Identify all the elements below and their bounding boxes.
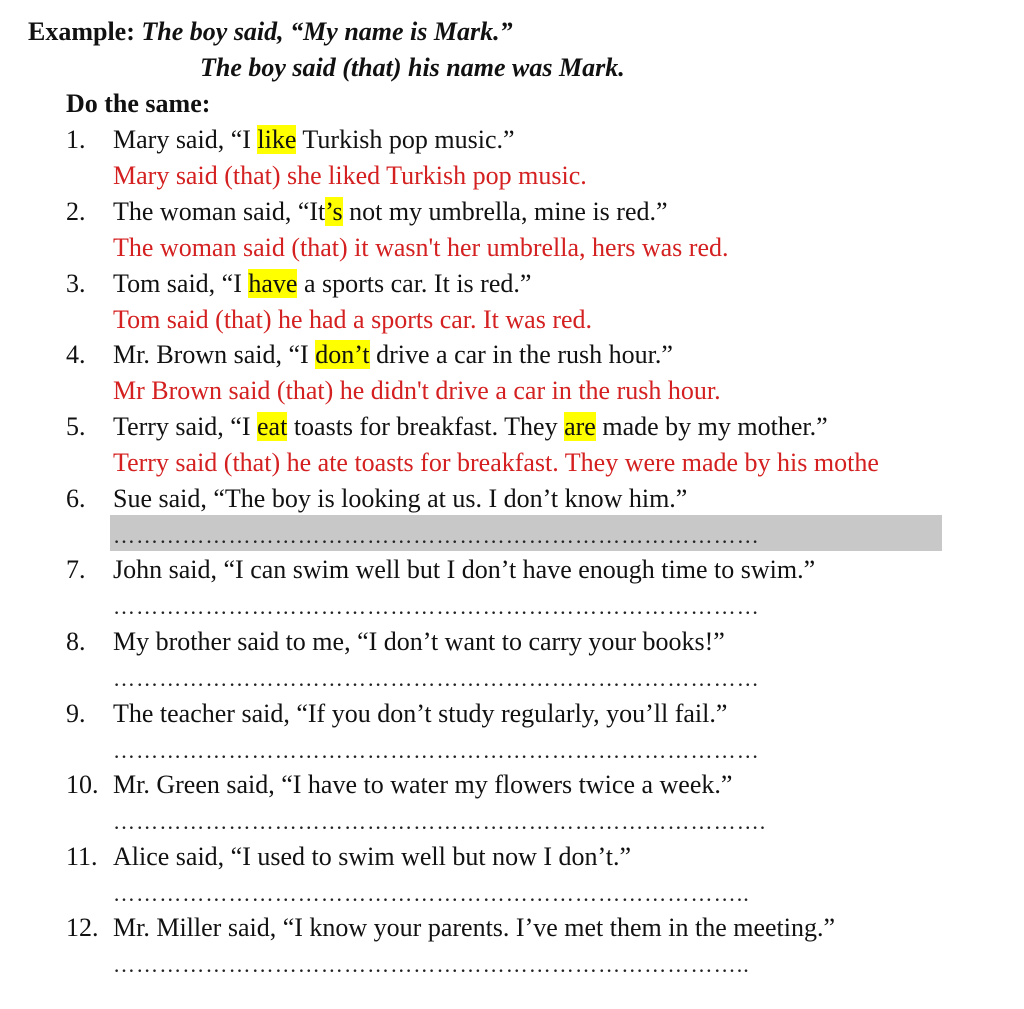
item-number: 2. [66, 197, 86, 226]
item-sentence: Mr. Brown said, “I don’t drive a car in the rush hour.” [113, 340, 673, 369]
answer-blank[interactable]: ………………………………………………………………………… [113, 594, 760, 619]
item-number: 1. [66, 125, 86, 154]
item-answer: Tom said (that) he had a sports car. It was red. [113, 305, 593, 334]
example-reported: The boy said (that) his name was Mark. [200, 53, 625, 82]
item-number: 8. [66, 627, 86, 656]
item-number: 9. [66, 699, 86, 728]
item-number: 11. [66, 842, 98, 871]
item-sentence: Tom said, “I have a sports car. It is red.” [113, 269, 532, 298]
highlighted-verb: have [248, 269, 298, 298]
item-sentence: Terry said, “I eat toasts for breakfast. They are made by my mother.” [113, 412, 828, 441]
item-sentence: The woman said, “It’s not my umbrella, mine is red.” [113, 197, 668, 226]
item-answer: The woman said (that) it wasn't her umbrella, hers was red. [113, 233, 729, 262]
highlighted-verb: don’t [315, 340, 370, 369]
item-sentence: Mr. Miller said, “I know your parents. I’ve met them in the meeting.” [113, 913, 836, 942]
answer-blank[interactable]: ……………………………………………………………………….. [113, 881, 750, 906]
item-sentence: Alice said, “I used to swim well but now I don’t.” [113, 842, 631, 871]
highlighted-verb: ’s [325, 197, 343, 226]
example-line [28, 17, 513, 47]
item-number: 3. [66, 269, 86, 298]
item-number: 7. [66, 555, 86, 584]
item-number: 6. [66, 484, 86, 513]
answer-blank[interactable]: ……………………………………………………………………….. [113, 952, 750, 977]
item-number: 12. [66, 913, 99, 942]
item-sentence: The teacher said, “If you don’t study regularly, you’ll fail.” [113, 699, 728, 728]
answer-blank[interactable]: ………………………………………………………………………… [113, 738, 760, 763]
item-answer: Mr Brown said (that) he didn't drive a car in the rush hour. [113, 376, 721, 405]
item-sentence: Mary said, “I like Turkish pop music.” [113, 125, 515, 154]
item-number: 4. [66, 340, 86, 369]
item-sentence: Sue said, “The boy is looking at us. I don’t know him.” [113, 484, 688, 513]
item-answer: Terry said (that) he ate toasts for breakfast. They were made by his mothe [113, 448, 879, 477]
highlighted-verb: are [564, 412, 596, 441]
answer-blank[interactable]: ………………………………………………………………………… [113, 523, 760, 548]
instruction: Do the same: [66, 89, 211, 118]
highlighted-verb: like [257, 125, 297, 154]
item-sentence: Mr. Green said, “I have to water my flowers twice a week.” [113, 770, 733, 799]
item-number: 5. [66, 412, 86, 441]
item-number: 10. [66, 770, 99, 799]
example-direct: The boy said, “My name is Mark.” [141, 17, 513, 46]
example-label: Example: [28, 17, 135, 46]
item-answer: Mary said (that) she liked Turkish pop music. [113, 161, 587, 190]
answer-blank[interactable]: ………………………………………………………………………… [113, 666, 760, 691]
item-sentence: My brother said to me, “I don’t want to carry your books!” [113, 627, 725, 656]
answer-blank[interactable]: …………………………………………………………………………. [113, 809, 767, 834]
item-sentence: John said, “I can swim well but I don’t have enough time to swim.” [113, 555, 816, 584]
highlighted-verb: eat [257, 412, 288, 441]
